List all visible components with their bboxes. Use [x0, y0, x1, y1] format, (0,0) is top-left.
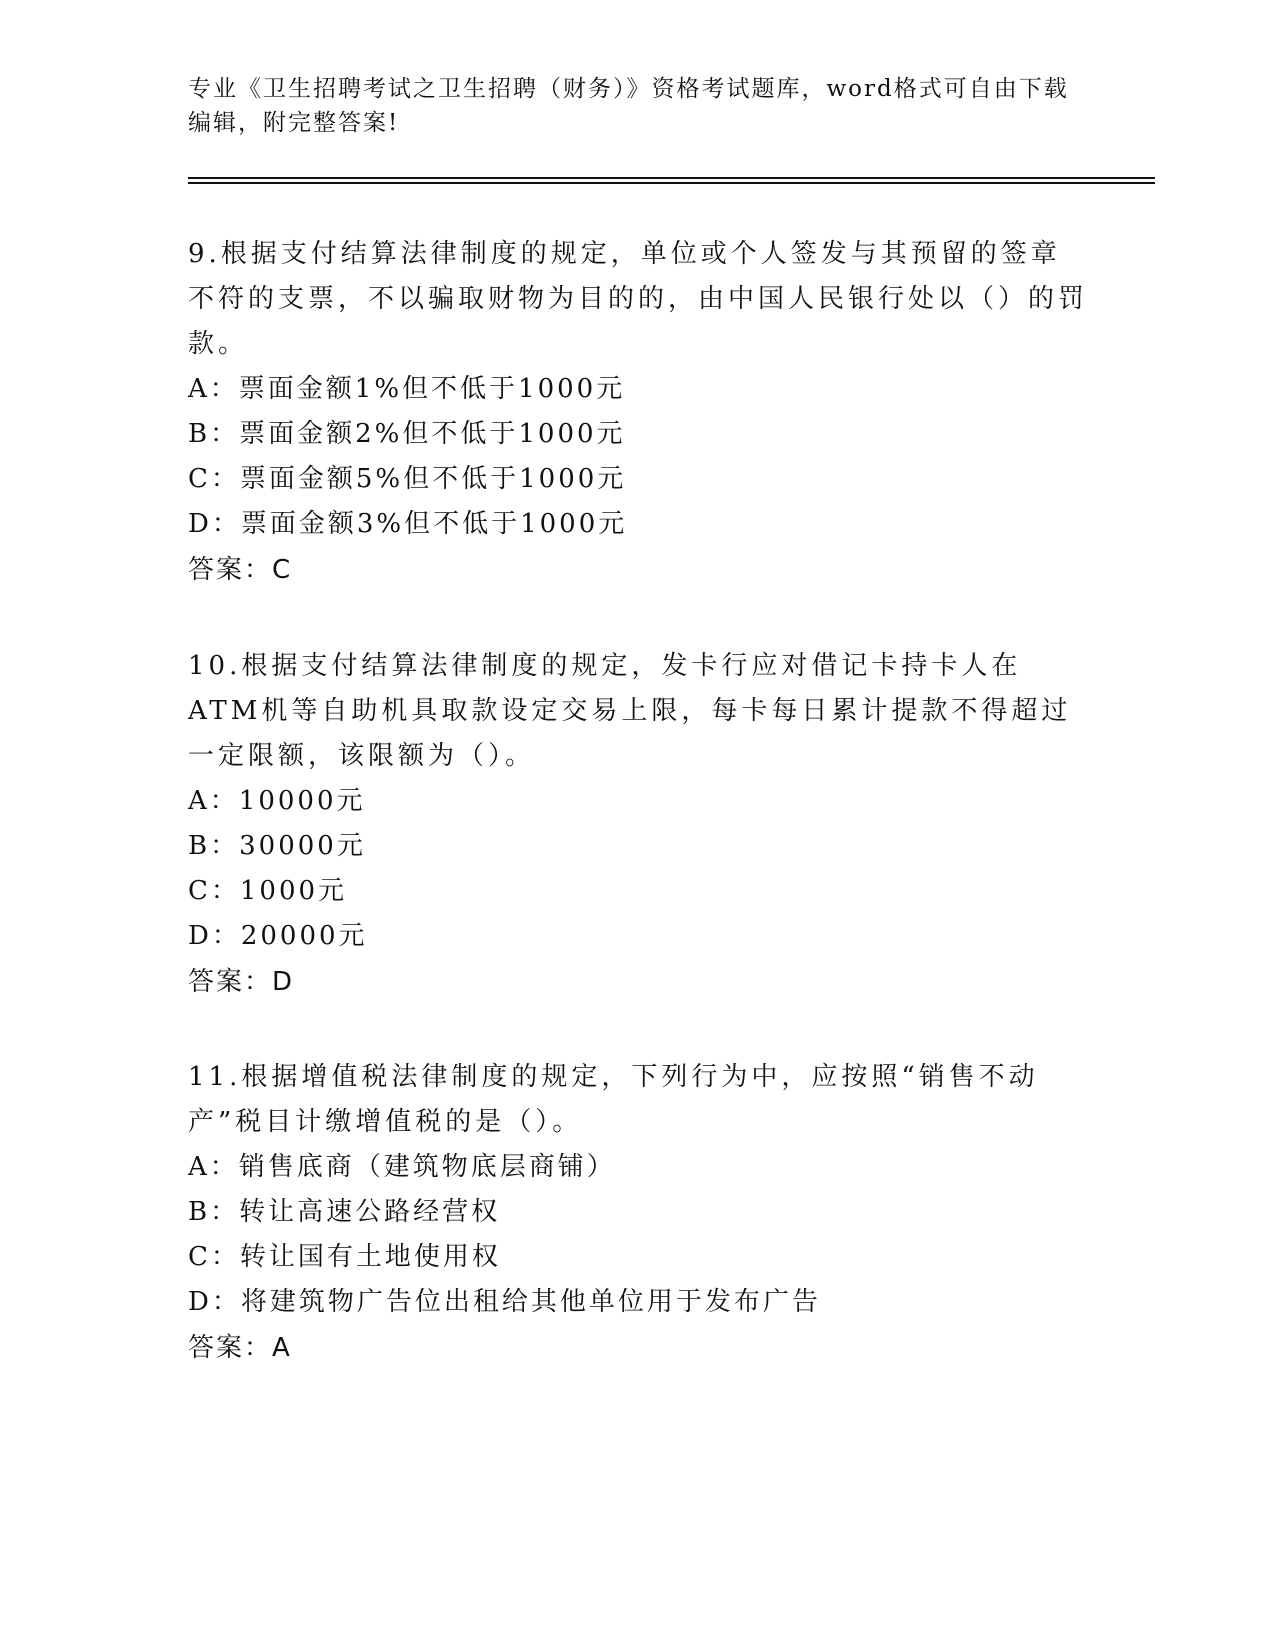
question-10 [188, 644, 1088, 1005]
option-d: D：20000元 [188, 921, 368, 951]
question-stem: 10.根据支付结算法律制度的规定，发卡行应对借记卡持卡人在ATM机等自助机具取款设定交易上限，每卡每日累计提款不得超过一定限额，该限额为（）。 [188, 651, 1072, 771]
question-9 [188, 232, 1088, 593]
header-intro: 专业《卫生招聘考试之卫生招聘（财务）》资格考试题库，word格式可自由下载编辑，附完整答案! [188, 76, 1069, 136]
option-d: D：票面金额3%但不低于1000元 [188, 509, 628, 539]
question-stem: 11.根据增值税法律制度的规定，下列行为中，应按照“销售不动产”税目计缴增值税的是（）。 [188, 1062, 1039, 1137]
option-a: A：销售底商（建筑物底层商铺） [188, 1152, 616, 1182]
option-b: B：30000元 [188, 831, 366, 861]
answer: 答案：C [188, 555, 293, 585]
option-b: B：转让高速公路经营权 [188, 1197, 501, 1227]
option-b: B：票面金额2%但不低于1000元 [188, 419, 626, 449]
answer: 答案：D [188, 967, 295, 997]
option-c: C：票面金额5%但不低于1000元 [188, 464, 627, 494]
answer: 答案：A [188, 1333, 292, 1363]
option-a: A：票面金额1%但不低于1000元 [188, 374, 626, 404]
header-divider-bottom [188, 182, 1155, 184]
option-a: A：10000元 [188, 786, 366, 816]
option-c: C：1000元 [188, 876, 348, 906]
question-stem: 9.根据支付结算法律制度的规定，单位或个人签发与其预留的签章不符的支票，不以骗取财物为目的的，由中国人民银行处以（）的罚款。 [188, 239, 1089, 359]
header-divider-top [188, 177, 1155, 179]
question-11 [188, 1055, 1088, 1371]
option-d: D：将建筑物广告位出租给其他单位用于发布广告 [188, 1287, 821, 1317]
option-c: C：转让国有土地使用权 [188, 1242, 501, 1272]
